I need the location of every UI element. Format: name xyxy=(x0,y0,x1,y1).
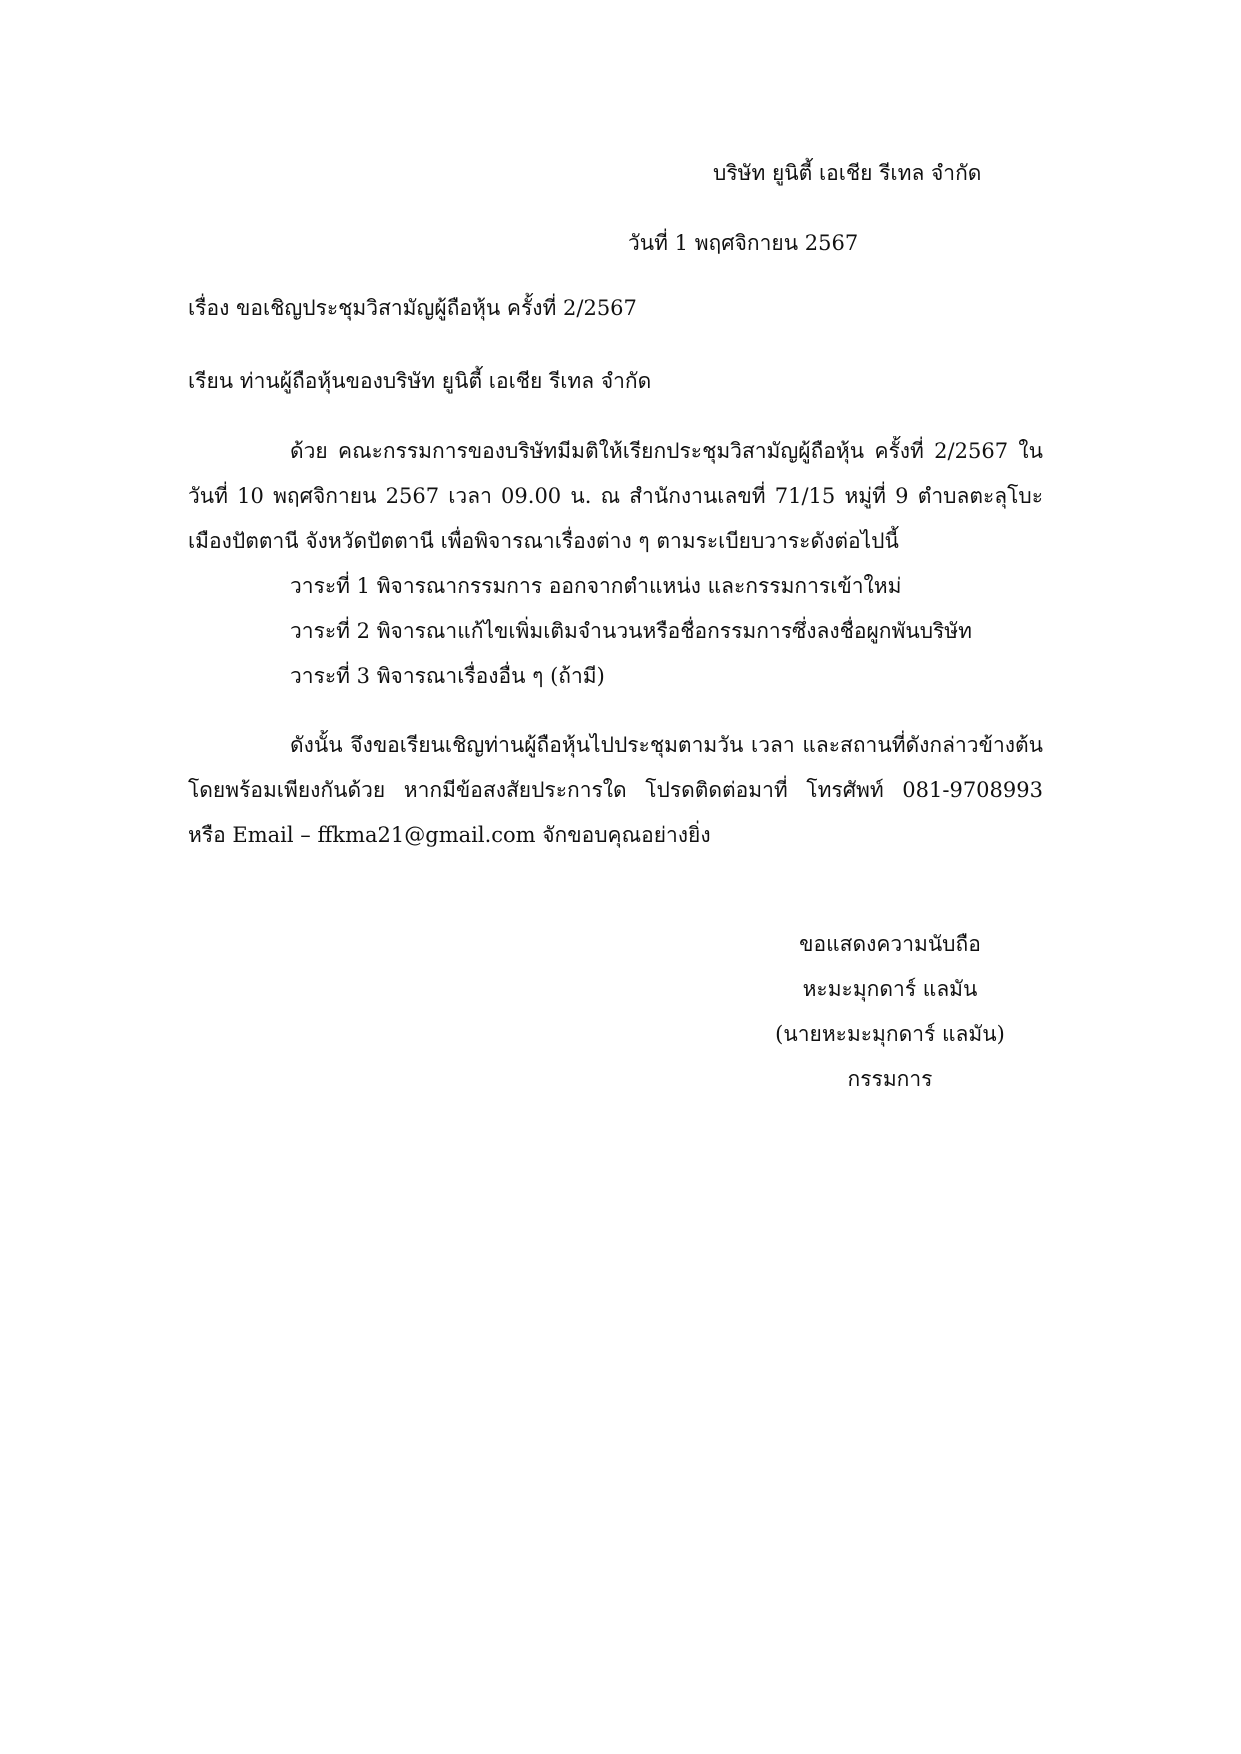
paragraph-line: วันที่ 10 พฤศจิกายน 2567 เวลา 09.00 น. ณ สำนักงานเลขที่ 71/15 หมู่ที่ 9 ตำบลตะลุโบะ xyxy=(188,484,1043,508)
printed-name: (นายหะมะมุกดาร์ แลมัน) xyxy=(775,1022,1005,1046)
company-name: บริษัท ยูนิตี้ เอเชีย รีเทล จำกัด xyxy=(713,161,982,185)
paragraph-line: หรือ Email – ffkma21@gmail.com จักขอบคุณอย่างยิ่ง xyxy=(188,823,711,847)
paragraph-line: ด้วย คณะกรรมการของบริษัทมีมติให้เรียกประชุมวิสามัญผู้ถือหุ้น ครั้งที่ 2/2567 ใน xyxy=(290,439,1043,463)
paragraph-line: โดยพร้อมเพียงกันด้วย หากมีข้อสงสัยประการใด โปรดติดต่อมาที่ โทรศัพท์ 081-9708993 xyxy=(188,778,1043,802)
agenda-item: วาระที่ 3 พิจารณาเรื่องอื่น ๆ (ถ้ามี) xyxy=(290,664,605,688)
paragraph-line: เมืองปัตตานี จังหวัดปัตตานี เพื่อพิจารณาเรื่องต่าง ๆ ตามระเบียบวาระดังต่อไปนี้ xyxy=(188,529,899,553)
signed-name: หะมะมุกดาร์ แลมัน xyxy=(802,977,978,1001)
subject-line: เรื่อง ขอเชิญประชุมวิสามัญผู้ถือหุ้น ครั้งที่ 2/2567 xyxy=(188,296,637,320)
letter-date: วันที่ 1 พฤศจิกายน 2567 xyxy=(628,231,859,255)
agenda-item: วาระที่ 1 พิจารณากรรมการ ออกจากตำแหน่ง และกรรมการเข้าใหม่ xyxy=(290,574,902,598)
paragraph-line: ดังนั้น จึงขอเรียนเชิญท่านผู้ถือหุ้นไปประชุมตามวัน เวลา และสถานที่ดังกล่าวข้างต้น xyxy=(290,733,1043,757)
signer-position: กรรมการ xyxy=(847,1067,933,1091)
agenda-item: วาระที่ 2 พิจารณาแก้ไขเพิ่มเติมจำนวนหรือชื่อกรรมการซึ่งลงชื่อผูกพันบริษัท xyxy=(290,619,972,643)
recipient-line: เรียน ท่านผู้ถือหุ้นของบริษัท ยูนิตี้ เอเชีย รีเทล จำกัด xyxy=(188,369,652,393)
closing-text: ขอแสดงความนับถือ xyxy=(799,932,981,956)
